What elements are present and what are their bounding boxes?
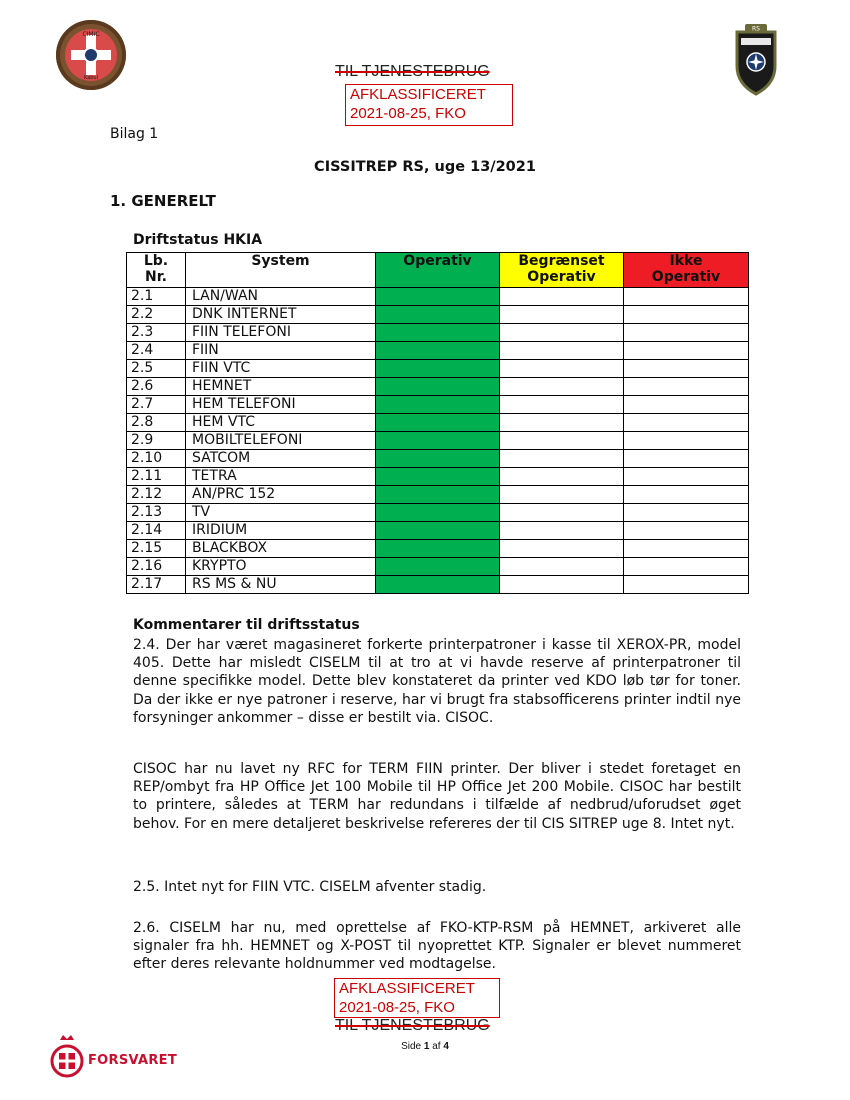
row-status-ikke — [624, 540, 749, 558]
emblem-text-top: CIMIC — [82, 31, 100, 38]
row-system: SATCOM — [186, 450, 376, 468]
declass-line1: AFKLASSIFICERET — [350, 86, 486, 103]
row-status-ikke — [624, 360, 749, 378]
row-status-operativ — [376, 522, 500, 540]
row-status-ikke — [624, 468, 749, 486]
row-status-begraenset — [500, 360, 624, 378]
cimic-emblem-logo — [56, 20, 126, 90]
row-number: 2.12 — [127, 486, 186, 504]
row-status-operativ — [376, 432, 500, 450]
row-status-operativ — [376, 486, 500, 504]
table-row — [127, 414, 749, 432]
table-body — [127, 288, 749, 594]
row-system: FIIN — [186, 342, 376, 360]
table-row — [127, 450, 749, 468]
row-status-ikke — [624, 558, 749, 576]
table-row — [127, 360, 749, 378]
row-status-operativ — [376, 576, 500, 594]
row-number: 2.6 — [127, 378, 186, 396]
row-status-operativ — [376, 540, 500, 558]
row-status-begraenset — [500, 576, 624, 594]
shield-text: RS — [752, 25, 760, 33]
table-row — [127, 576, 749, 594]
row-status-begraenset — [500, 558, 624, 576]
row-number: 2.17 — [127, 576, 186, 594]
row-number: 2.15 — [127, 540, 186, 558]
classification-marking-top: TIL TJENESTEBRUG — [335, 63, 490, 80]
section-heading-generelt: 1. GENERELT — [110, 192, 216, 210]
row-status-ikke — [624, 522, 749, 540]
table-header-row — [127, 253, 749, 288]
table-row — [127, 468, 749, 486]
row-status-operativ — [376, 306, 500, 324]
row-status-operativ — [376, 378, 500, 396]
row-status-begraenset — [500, 414, 624, 432]
row-number: 2.5 — [127, 360, 186, 378]
row-status-ikke — [624, 306, 749, 324]
declass-line1-bottom: AFKLASSIFICERET — [339, 980, 475, 997]
row-status-operativ — [376, 468, 500, 486]
row-status-begraenset — [500, 540, 624, 558]
row-system: TV — [186, 504, 376, 522]
row-status-ikke — [624, 342, 749, 360]
forsvaret-wordmark: FORSVARET — [88, 1053, 178, 1068]
crown-shield-icon — [50, 1034, 84, 1078]
row-status-begraenset — [500, 306, 624, 324]
comment-paragraph-2-6: 2.6. CISELM har nu, med oprettelse af FKO-KTP-RSM på HEMNET, arkiveret alle signaler fra hh. HEMNET og X-POST til nyoprettet KTP. Signaler er blevet nummeret efter deres relevante holdnummer ved modtagelse. — [133, 920, 741, 973]
row-status-begraenset — [500, 288, 624, 306]
row-status-ikke — [624, 432, 749, 450]
table-row — [127, 288, 749, 306]
row-number: 2.1 — [127, 288, 186, 306]
emblem-text-bottom: Kabul — [84, 75, 98, 81]
row-status-operativ — [376, 450, 500, 468]
status-table — [126, 252, 749, 594]
row-status-operativ — [376, 288, 500, 306]
row-status-operativ — [376, 558, 500, 576]
row-number: 2.10 — [127, 450, 186, 468]
row-status-ikke — [624, 288, 749, 306]
row-system: FIIN TELEFONI — [186, 324, 376, 342]
declass-line2-bottom: 2021-08-25, FKO — [339, 999, 455, 1016]
row-status-ikke — [624, 450, 749, 468]
header-operativ: Operativ — [376, 253, 500, 288]
header-nr: Lb. Nr. — [127, 253, 186, 288]
row-system: IRIDIUM — [186, 522, 376, 540]
row-status-operativ — [376, 504, 500, 522]
row-status-operativ — [376, 360, 500, 378]
row-status-begraenset — [500, 468, 624, 486]
page-number: Side 1 af 4 — [401, 1041, 449, 1052]
row-system: HEM TELEFONI — [186, 396, 376, 414]
header-system: System — [186, 253, 376, 288]
declassification-stamp-bottom — [334, 978, 500, 1018]
table-row — [127, 486, 749, 504]
row-number: 2.16 — [127, 558, 186, 576]
forsvaret-logo — [50, 1034, 210, 1078]
table-row — [127, 378, 749, 396]
row-status-begraenset — [500, 324, 624, 342]
declass-line2: 2021-08-25, FKO — [350, 105, 466, 122]
row-system: DNK INTERNET — [186, 306, 376, 324]
row-number: 2.11 — [127, 468, 186, 486]
table-row — [127, 342, 749, 360]
header-begraenset-operativ: Begrænset Operativ — [500, 253, 624, 288]
row-number: 2.13 — [127, 504, 186, 522]
row-status-operativ — [376, 396, 500, 414]
row-system: BLACKBOX — [186, 540, 376, 558]
table-row — [127, 558, 749, 576]
header-ikke-operativ: Ikke Operativ — [624, 253, 749, 288]
row-system: LAN/WAN — [186, 288, 376, 306]
row-status-ikke — [624, 486, 749, 504]
row-system: KRYPTO — [186, 558, 376, 576]
row-system: HEMNET — [186, 378, 376, 396]
row-system: AN/PRC 152 — [186, 486, 376, 504]
table-row — [127, 504, 749, 522]
table-title: Driftstatus HKIA — [133, 232, 263, 248]
classification-marking-bottom: TIL TJENESTEBRUG — [335, 1017, 490, 1034]
row-status-begraenset — [500, 522, 624, 540]
row-status-ikke — [624, 396, 749, 414]
table-row — [127, 522, 749, 540]
row-status-operativ — [376, 414, 500, 432]
row-status-begraenset — [500, 450, 624, 468]
row-number: 2.2 — [127, 306, 186, 324]
row-number: 2.4 — [127, 342, 186, 360]
row-system: RS MS & NU — [186, 576, 376, 594]
table-row — [127, 396, 749, 414]
table-row — [127, 540, 749, 558]
row-status-begraenset — [500, 342, 624, 360]
row-status-ikke — [624, 576, 749, 594]
row-status-ikke — [624, 324, 749, 342]
row-status-begraenset — [500, 396, 624, 414]
document-title: CISSITREP RS, uge 13/2021 — [314, 159, 536, 175]
row-status-operativ — [376, 324, 500, 342]
row-status-ikke — [624, 504, 749, 522]
row-status-begraenset — [500, 378, 624, 396]
row-status-ikke — [624, 378, 749, 396]
row-status-begraenset — [500, 504, 624, 522]
row-number: 2.3 — [127, 324, 186, 342]
nato-star-icon — [83, 47, 99, 63]
row-system: TETRA — [186, 468, 376, 486]
table-row — [127, 306, 749, 324]
row-system: FIIN VTC — [186, 360, 376, 378]
declassification-stamp-top — [345, 84, 513, 126]
table-row — [127, 432, 749, 450]
row-status-begraenset — [500, 432, 624, 450]
row-number: 2.14 — [127, 522, 186, 540]
row-status-begraenset — [500, 486, 624, 504]
comment-paragraph-2-4: 2.4. Der har været magasineret forkerte printerpatroner i kasse til XEROX-PR, model 405. Dette har misledt CISELM til at tro at vi havde reserve af printerpatroner til denne specifikke model. Dette blev konstateret da printer ved KDO løb tør for toner. Da der ikke er nye patroner i reserve, har vi brugt fra stabsofficerens printer indtil nye forsyninger ankommer – disse er bestilt via. CISOC. — [133, 637, 741, 726]
row-status-operativ — [376, 342, 500, 360]
comments-heading: Kommentarer til driftsstatus — [133, 617, 360, 633]
row-number: 2.8 — [127, 414, 186, 432]
table-row — [127, 324, 749, 342]
row-number: 2.9 — [127, 432, 186, 450]
row-system: HEM VTC — [186, 414, 376, 432]
row-number: 2.7 — [127, 396, 186, 414]
comment-paragraph-2-5: 2.5. Intet nyt for FIIN VTC. CISELM afventer stadig. — [133, 879, 487, 895]
row-status-ikke — [624, 414, 749, 432]
row-system: MOBILTELEFONI — [186, 432, 376, 450]
comment-paragraph-cisoc: CISOC har nu lavet ny RFC for TERM FIIN printer. Der bliver i stedet foretaget en REP/ombyt fra HP Office Jet 100 Mobile til HP Office Jet 200 Mobile. CISOC har bestilt to printere, således at TERM har redundans i tilfælde af nedbrud/uforudset øget behov. For en mere detaljeret beskrivelse refereres der til CIS SITREP uge 8. Intet nyt. — [133, 761, 741, 832]
appendix-label: Bilag 1 — [110, 126, 159, 142]
resolute-support-shield-logo — [731, 22, 781, 96]
